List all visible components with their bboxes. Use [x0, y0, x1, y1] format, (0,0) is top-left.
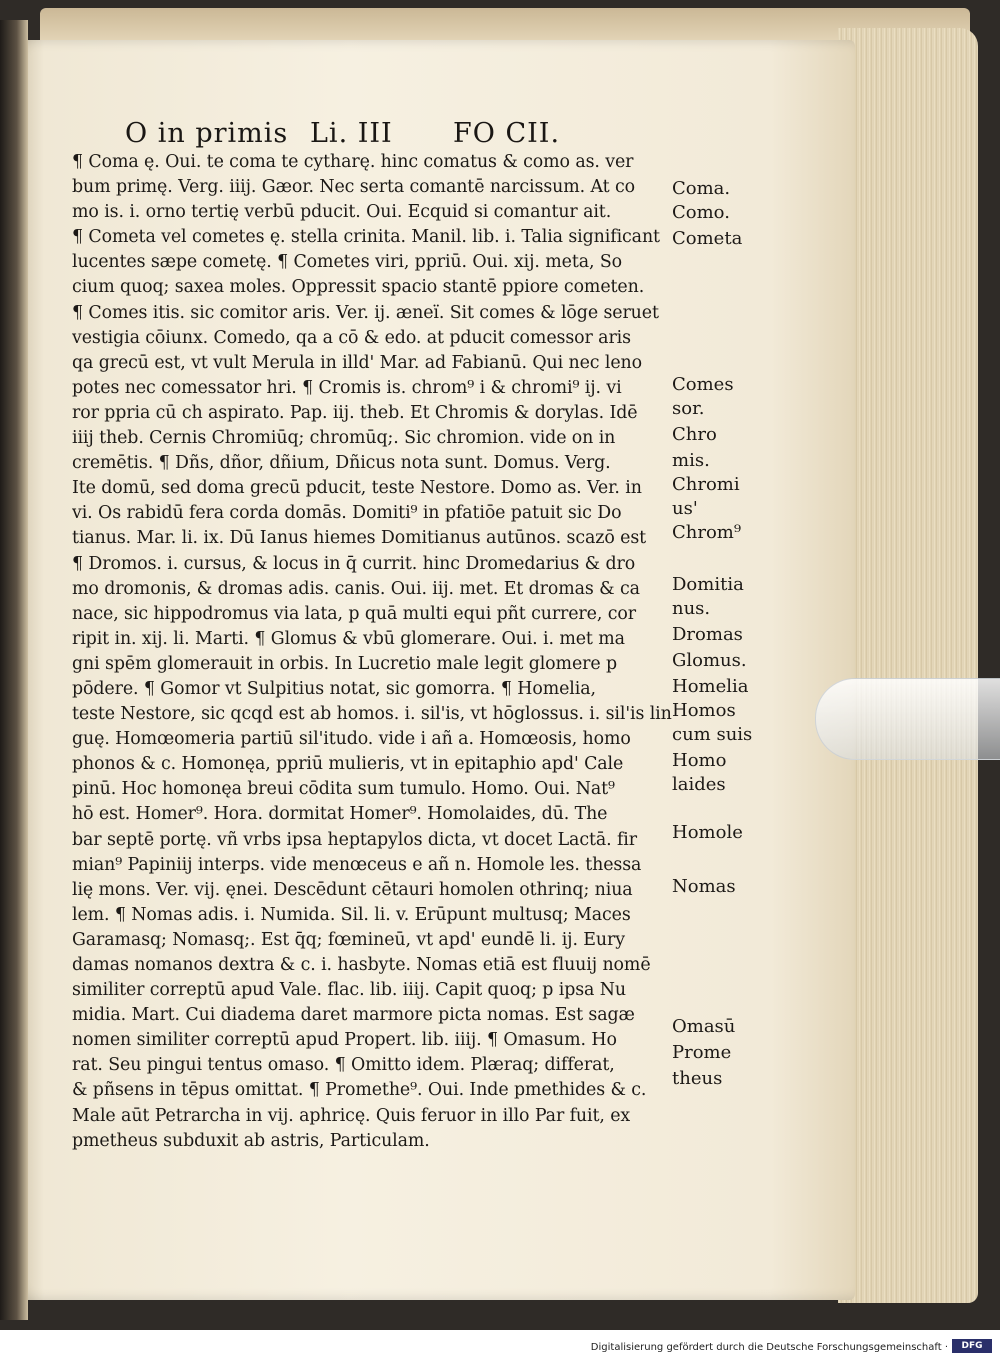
margin-note: sor. — [672, 398, 705, 419]
text-line: potes nec comessator hri. ¶ Cromis is. chrom⁹ i & chromi⁹ ij. vi — [72, 377, 622, 398]
text-line: iiij theb. Cernis Chromiūq; chromūq;. Sic chromion. vide on in — [72, 428, 616, 449]
text-line: mian⁹ Papiniij interps. vide menœceus e añ n. Homole les. thessa — [72, 854, 642, 875]
margin-note: theus — [672, 1068, 723, 1089]
margin-note: Cometa — [672, 228, 743, 249]
text-line: damas nomanos dextra & c. i. hasbyte. Nomas etiā est fluuij nomē — [72, 955, 651, 975]
margin-note: laides — [672, 774, 726, 795]
text-line: gni spēm glomerauit in orbis. In Lucretio male legit glomere p — [72, 653, 618, 674]
text-line: pōdere. ¶ Gomor vt Sulpitius notat, sic gomorra. ¶ Homelia, — [72, 678, 596, 699]
margin-note: Chro — [672, 424, 717, 445]
text-line: hō est. Homer⁹. Hora. dormitat Homer⁹. Homolaides, dū. The — [72, 804, 608, 825]
margin-note: Domitia — [672, 574, 744, 595]
book-spine — [0, 20, 28, 1320]
text-line: rat. Seu pingui tentus omaso. ¶ Omitto idem. Plæraq; differat, — [72, 1055, 615, 1076]
margin-note: Homo — [672, 750, 727, 771]
text-line: lucentes sæpe cometę. ¶ Cometes viri, ppriū. Oui. xij. meta, So — [72, 252, 623, 273]
text-line: cremētis. ¶ Dñs, dñor, dñium, Dñicus nota sunt. Domus. Verg. — [72, 453, 611, 474]
text-line: nomen similiter correptū apud Propert. lib. iiij. ¶ Omasum. Ho — [72, 1030, 617, 1051]
margin-note: Chromi — [672, 474, 740, 495]
text-line: teste Nestore, sic qcqd est ab homos. i. sil'is, vt hōglossus. i. sil'is lin — [72, 704, 672, 725]
margin-note: nus. — [672, 598, 711, 619]
text-line: vestigia cōiunx. Comedo, qa a cō & edo. at pducit comessor aris — [72, 327, 631, 348]
text-line: lię mons. Ver. vij. ęnei. Descēdunt cētauri homolen othrinq; niua — [72, 879, 633, 900]
text-line: ripit in. xij. li. Marti. ¶ Glomus & vbū glomerare. Oui. i. met ma — [72, 628, 625, 649]
header-folio: FO CII. — [453, 118, 561, 149]
margin-note: Dromas — [672, 624, 743, 645]
text-line: & pñsens in tēpus omittat. ¶ Promethe⁹. Oui. Inde pmethides & c. — [72, 1080, 647, 1101]
dfg-logo: DFG — [952, 1339, 992, 1353]
text-line: phonos & c. Homonęa, ppriū mulieris, vt in epitaphio apd' Cale — [72, 754, 624, 775]
text-line: cium quoq; saxea moles. Oppressit spacio stantē ppiore cometen. — [72, 277, 645, 298]
margin-note: mis. — [672, 450, 710, 471]
margin-note: Homelia — [672, 676, 749, 697]
text-line: ¶ Coma ę. Oui. te coma te cytharę. hinc comatus & como as. ver — [72, 152, 634, 172]
text-line: pinū. Hoc homonęa breui cōdita sum tumulo. Homo. Oui. Nat⁹ — [72, 779, 615, 800]
margin-note: Chrom⁹ — [672, 522, 742, 543]
book-fore-edge — [838, 28, 978, 1303]
text-line: Garamasq; Nomasq;. Est q̄q; fœmineū, vt apd' eundē li. ij. Eury — [72, 929, 625, 950]
text-line: bar septē portę. vñ vrbs ipsa heptapylos dicta, vt docet Lactā. fir — [72, 829, 637, 850]
margin-note: Homole — [672, 822, 743, 843]
text-line: ¶ Comes itis. sic comitor aris. Ver. ij. æneï. Sit comes & lōge seruet — [72, 302, 659, 323]
text-line: ¶ Cometa vel cometes ę. stella crinita. Manil. lib. i. Talia significant — [72, 227, 660, 248]
margin-note: Coma. — [672, 178, 731, 199]
text-line: guę. Homœomeria partiū sil'itudo. vide i añ a. Homœosis, homo — [72, 729, 631, 750]
margin-note: cum suis — [672, 724, 753, 745]
text-line: vi. Os rabidū fera corda domās. Domiti⁹ in pfatiōe patuit sic Do — [72, 503, 622, 524]
margin-note: Comes — [672, 374, 734, 395]
text-line: lem. ¶ Nomas adis. i. Numida. Sil. li. v. Erūpunt multusq; Maces — [72, 904, 631, 925]
text-line: qa grecū est, vt vult Merula in illd' Mar. ad Fabianū. Qui nec leno — [72, 352, 642, 373]
text-line: Male aūt Petrarcha in vij. aphricę. Quis feruor in illo Par fuit, ex — [72, 1105, 631, 1126]
text-line: pmetheus subduxit ab astris, Particulam. — [72, 1130, 430, 1151]
margin-note: Como. — [672, 202, 730, 223]
margin-note: us' — [672, 498, 698, 519]
margin-note: Prome — [672, 1042, 732, 1063]
text-line: Ite domū, sed doma grecū pducit, teste Nestore. Domo as. Ver. in — [72, 478, 642, 499]
text-line: mo dromonis, & dromas adis. canis. Oui. iij. met. Et dromas & ca — [72, 578, 640, 599]
margin-note: Nomas — [672, 876, 736, 897]
text-line: tianus. Mar. li. ix. Dū Ianus hiemes Domitianus autūnos. scazō est — [72, 528, 647, 549]
header-left: O in primis — [125, 118, 289, 149]
margin-note: Omasū — [672, 1016, 736, 1037]
main-text-column — [72, 150, 672, 1154]
text-line: ¶ Dromos. i. cursus, & locus in q̄ currit. hinc Dromedarius & dro — [72, 553, 636, 574]
text-line: bum primę. Verg. iiij. Gæor. Nec serta comantē narcissum. At co — [72, 177, 635, 198]
funding-credit: Digitalisierung gefördert durch die Deutsche Forschungsgemeinschaft · — [590, 1342, 948, 1353]
text-line: similiter correptū apud Vale. flac. lib. iiij. Capit quoq; p ipsa Nu — [72, 980, 626, 1001]
text-line: nace, sic hippodromus via lata, p quā multi equi pñt currere, cor — [72, 603, 636, 624]
page-clip — [815, 678, 1000, 760]
margin-note: Homos — [672, 700, 736, 721]
text-line: mo is. i. orno tertię verbū pducit. Oui. Ecquid si comantur ait. — [72, 202, 612, 223]
margin-note: Glomus. — [672, 650, 747, 671]
text-line: midia. Mart. Cui diadema daret marmore picta nomas. Est sagæ — [72, 1005, 635, 1026]
header-book: Li. III — [310, 118, 393, 149]
text-line: ror ppria cū ch aspirato. Pap. iij. theb. Et Chromis & dorylas. Idē — [72, 402, 638, 423]
